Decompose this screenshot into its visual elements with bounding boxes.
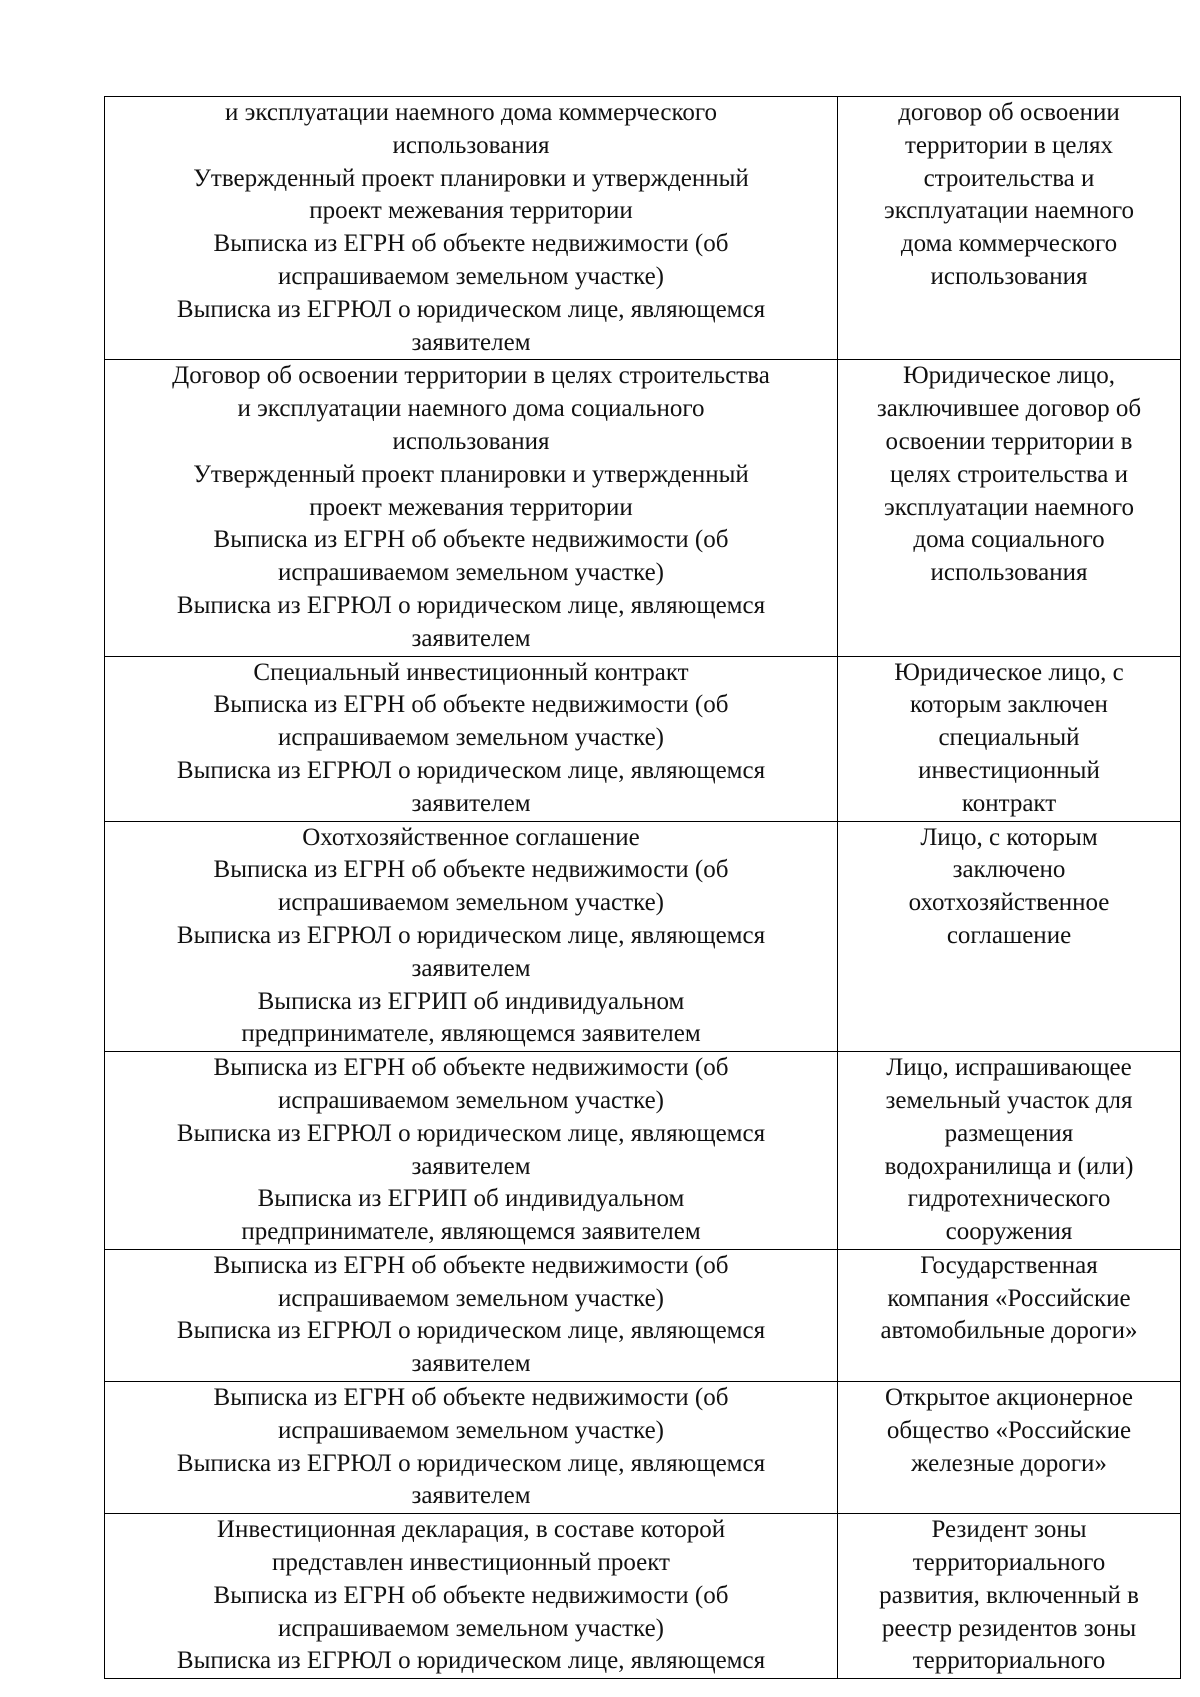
applicant-cell — [838, 1514, 1181, 1679]
applicant-line: общество «Российские — [886, 1416, 1132, 1444]
applicant-line: освоении территории в — [885, 427, 1133, 455]
document-line: Выписка из ЕГРН об объекте недвижимости (об — [213, 1384, 729, 1412]
applicant-line: дома коммерческого — [900, 230, 1118, 258]
document-line: предпринимателе, являющемся заявителем — [241, 1218, 701, 1246]
applicant-line: заключившее договор об — [876, 395, 1142, 423]
document-line: Выписка из ЕГРЮЛ о юридическом лице, являющемся — [176, 1119, 766, 1147]
applicant-line: строительства и — [923, 164, 1095, 192]
document-line: испрашиваемом земельном участке) — [277, 559, 665, 587]
applicant-line: развития, включенный в — [879, 1581, 1139, 1609]
applicant-line: использования — [930, 559, 1088, 587]
applicant-line: реестр резидентов зоны — [881, 1614, 1137, 1642]
applicant-line: железные дороги» — [911, 1449, 1107, 1477]
applicant-line: сооружения — [945, 1218, 1073, 1246]
document-line: испрашиваемом земельном участке) — [277, 1086, 665, 1114]
table-body — [105, 97, 1181, 1679]
document-line: Выписка из ЕГРН об объекте недвижимости (об — [213, 230, 729, 258]
applicant-cell — [838, 1249, 1181, 1381]
applicant-line: дома социального — [913, 526, 1105, 554]
applicant-cell — [838, 97, 1181, 360]
applicant-line: земельный участок для — [885, 1086, 1133, 1114]
applicant-line: автомобильные дороги» — [880, 1317, 1138, 1345]
applicant-line: которым заключен — [910, 691, 1108, 719]
applicant-line: Открытое акционерное — [885, 1384, 1133, 1412]
document-line: заявителем — [411, 328, 531, 356]
applicant-line: компания «Российские — [887, 1284, 1131, 1312]
applicant-line: договор об освоении — [898, 99, 1120, 126]
applicant-line: целях строительства и — [889, 460, 1129, 488]
table-row — [105, 97, 1181, 360]
document-line: Выписка из ЕГРЮЛ о юридическом лице, являющемся — [176, 1317, 766, 1345]
table-row — [105, 656, 1181, 821]
applicant-line: контракт — [961, 789, 1057, 817]
applicant-line: Юридическое лицо, с — [894, 658, 1124, 686]
documents-table — [104, 96, 1181, 1679]
document-line: заявителем — [411, 1350, 531, 1378]
document-line: испрашиваемом земельном участке) — [277, 1416, 665, 1444]
applicant-line: Юридическое лицо, — [902, 362, 1116, 390]
applicant-line: размещения — [944, 1119, 1074, 1147]
document-line: заявителем — [411, 789, 531, 817]
applicant-line: Государственная — [920, 1251, 1098, 1279]
document-line: и эксплуатации наемного дома социального — [237, 395, 705, 423]
applicant-line: соглашение — [946, 921, 1072, 949]
document-line: представлен инвестиционный проект — [272, 1549, 670, 1577]
document-line: испрашиваемом земельном участке) — [277, 1614, 665, 1642]
table-row — [105, 360, 1181, 656]
applicant-line: территориального — [912, 1549, 1106, 1577]
applicant-cell — [838, 1382, 1181, 1514]
document-line: Выписка из ЕГРЮЛ о юридическом лице, являющемся — [176, 1449, 766, 1477]
applicant-line: гидротехнического — [907, 1185, 1111, 1213]
document-line: заявителем — [411, 624, 531, 652]
documents-cell — [105, 1382, 838, 1514]
document-line: Выписка из ЕГРЮЛ о юридическом лице, являющемся — [176, 1647, 766, 1675]
document-line: испрашиваемом земельном участке) — [277, 1284, 665, 1312]
applicant-line: охотхозяйственное — [908, 889, 1110, 917]
document-line: Инвестиционная декларация, в составе которой — [216, 1516, 726, 1544]
table-row — [105, 1514, 1181, 1679]
document-line: Выписка из ЕГРН об объекте недвижимости (об — [213, 691, 729, 719]
applicant-line: специальный — [938, 724, 1080, 752]
document-line: испрашиваемом земельном участке) — [277, 724, 665, 752]
documents-cell — [105, 97, 838, 360]
document-line: и эксплуатации наемного дома коммерческого — [225, 99, 717, 126]
applicant-cell — [838, 1052, 1181, 1250]
applicant-line: территориального — [912, 1647, 1106, 1675]
table-row — [105, 1382, 1181, 1514]
document-line: заявителем — [411, 1152, 531, 1180]
document-line: испрашиваемом земельном участке) — [277, 262, 665, 290]
documents-cell — [105, 656, 838, 821]
documents-cell — [105, 1249, 838, 1381]
document-line: Выписка из ЕГРЮЛ о юридическом лице, являющемся — [176, 591, 766, 619]
document-line: Выписка из ЕГРИП об индивидуальном — [257, 987, 685, 1015]
applicant-line: Резидент зоны — [931, 1516, 1087, 1544]
documents-cell — [105, 1052, 838, 1250]
document-line: проект межевания территории — [309, 493, 633, 521]
applicant-cell — [838, 821, 1181, 1052]
document-line: Договор об освоении территории в целях строительства — [172, 362, 770, 390]
applicant-line: эксплуатации наемного — [884, 197, 1134, 225]
applicant-cell — [838, 656, 1181, 821]
document-line: Утвержденный проект планировки и утвержденный — [193, 164, 749, 192]
documents-cell — [105, 360, 838, 656]
document-line: испрашиваемом земельном участке) — [277, 889, 665, 917]
applicant-line: заключено — [952, 856, 1066, 884]
applicant-line: использования — [930, 262, 1088, 290]
document-line: Специальный инвестиционный контракт — [253, 658, 689, 686]
document-line: заявителем — [411, 954, 531, 982]
applicant-line: Лицо, с которым — [920, 823, 1098, 851]
document-line: Выписка из ЕГРН об объекте недвижимости (об — [213, 1054, 729, 1082]
document-line: предпринимателе, являющемся заявителем — [241, 1020, 701, 1048]
document-line: использования — [392, 427, 550, 455]
table-row — [105, 821, 1181, 1052]
documents-cell — [105, 821, 838, 1052]
document-line: Выписка из ЕГРН об объекте недвижимости (об — [213, 1251, 729, 1279]
table-row — [105, 1249, 1181, 1381]
document-line: Утвержденный проект планировки и утвержденный — [193, 460, 749, 488]
applicant-line: эксплуатации наемного — [884, 493, 1134, 521]
document-line: Выписка из ЕГРН об объекте недвижимости (об — [213, 856, 729, 884]
applicant-cell — [838, 360, 1181, 656]
document-line: Выписка из ЕГРЮЛ о юридическом лице, являющемся — [176, 921, 766, 949]
applicant-line: инвестиционный — [918, 756, 1100, 784]
applicant-line: Лицо, испрашивающее — [886, 1054, 1132, 1082]
document-line: Выписка из ЕГРИП об индивидуальном — [257, 1185, 685, 1213]
documents-cell — [105, 1514, 838, 1679]
document-line: проект межевания территории — [309, 197, 633, 225]
table-row — [105, 1052, 1181, 1250]
document-line: Выписка из ЕГРЮЛ о юридическом лице, являющемся — [176, 756, 766, 784]
applicant-line: территории в целях — [904, 131, 1113, 159]
document-line: Выписка из ЕГРН об объекте недвижимости (об — [213, 526, 729, 554]
document-line: использования — [392, 131, 550, 159]
document-line: Охотхозяйственное соглашение — [302, 823, 640, 851]
document-line: заявителем — [411, 1482, 531, 1510]
applicant-line: водохранилища и (или) — [884, 1152, 1134, 1180]
document-line: Выписка из ЕГРЮЛ о юридическом лице, являющемся — [176, 295, 766, 323]
document-line: Выписка из ЕГРН об объекте недвижимости (об — [213, 1581, 729, 1609]
